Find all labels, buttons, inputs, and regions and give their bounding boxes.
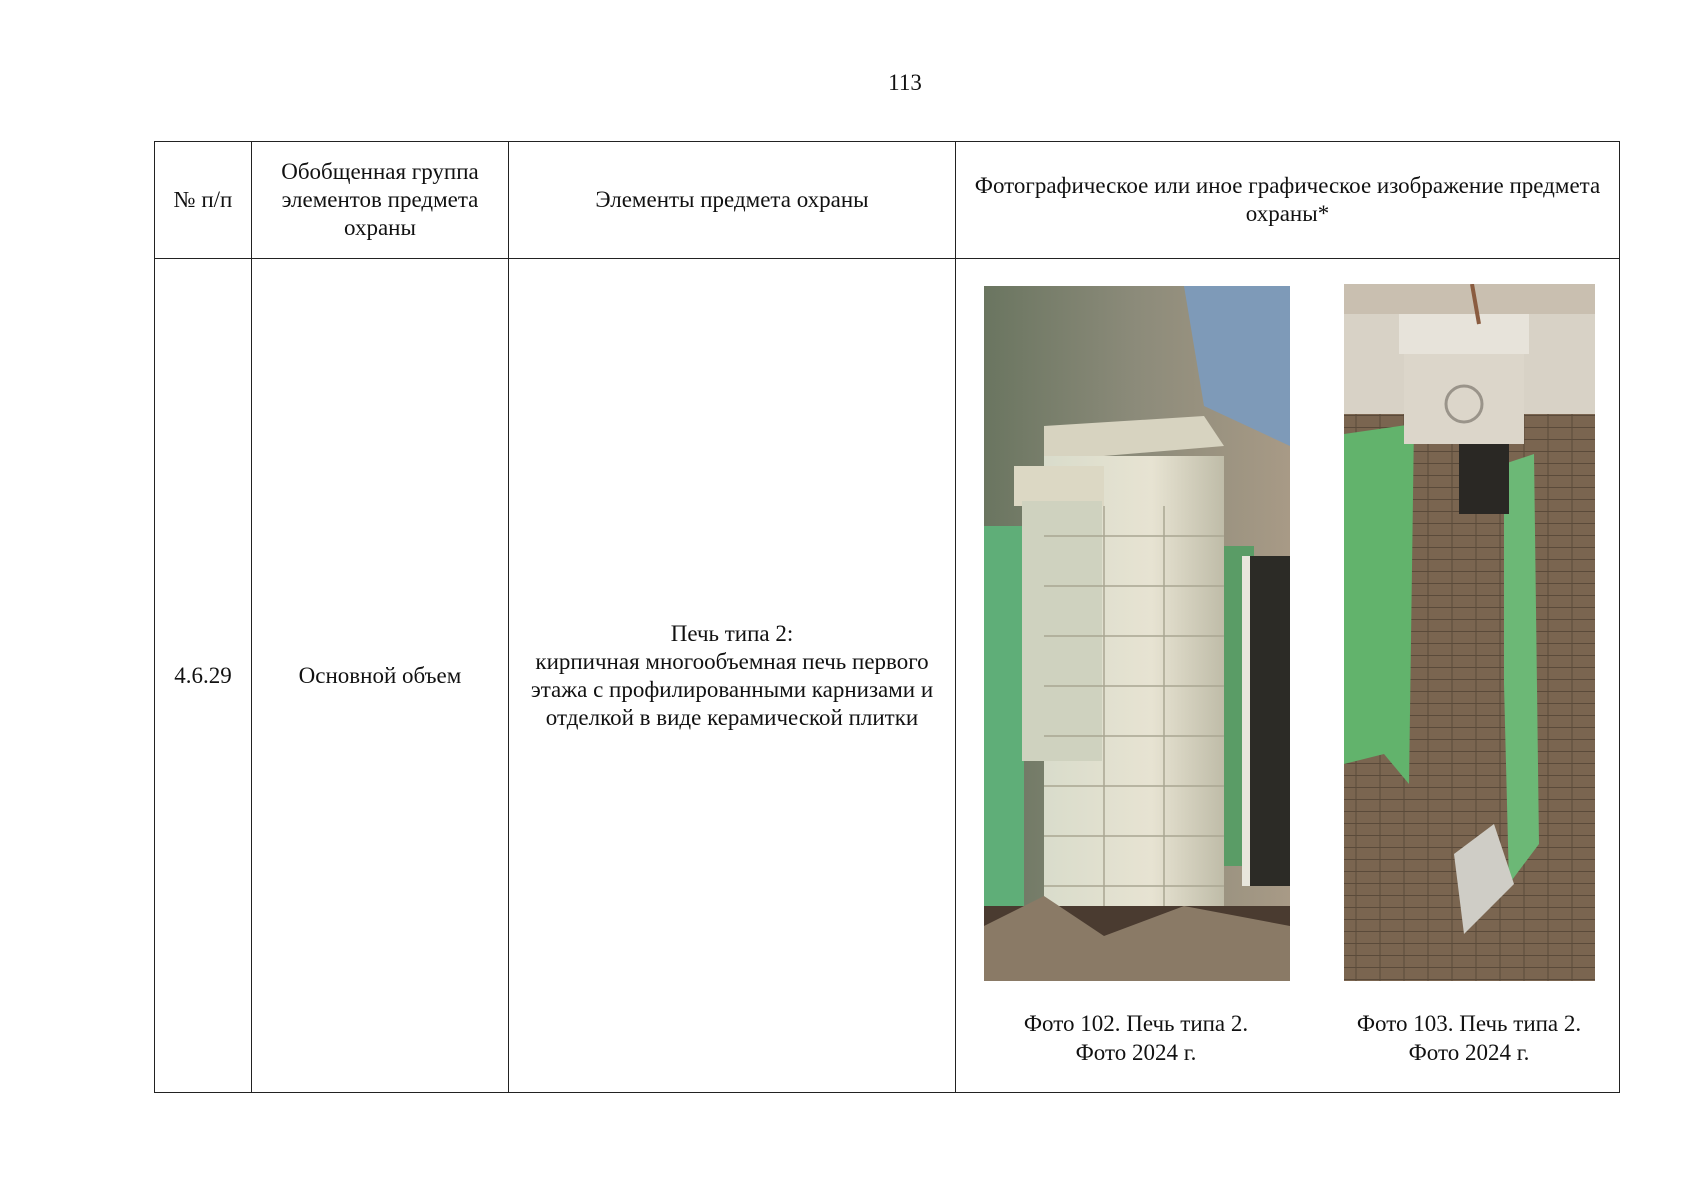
element-description: кирпичная многообъемная печь первого этажа с профилированными карнизами и отделкой в виде керамической плитки [530,648,934,730]
photo-103-caption-line1: Фото 103. Печь типа 2. [1356,1011,1582,1036]
header-elements: Элементы предмета охраны [509,142,956,259]
photo-103-image [1344,284,1595,981]
row-num: 4.6.29 [155,259,252,1093]
header-group: Обобщенная группа элементов предмета охраны [252,142,509,259]
photo-102-caption-line1: Фото 102. Печь типа 2. [1023,1011,1249,1036]
photo-103-caption-line2: Фото 2024 г. [1408,1040,1530,1065]
photo-102-image [984,286,1290,981]
row-elements [509,259,956,1093]
header-num: № п/п [155,142,252,259]
row-images [956,259,1620,1093]
table-header-row [155,142,1620,259]
photo-102-caption [996,1009,1276,1067]
protection-table [154,141,1620,1093]
page-number: 113 [888,70,922,95]
header-image: Фотографическое или иное графическое изображение предмета охраны* [956,142,1620,259]
element-title: Печь типа 2: [670,620,794,646]
photo-102-caption-line2: Фото 2024 г. [1075,1040,1197,1065]
table-row [155,259,1620,1093]
row-group: Основной объем [252,259,509,1093]
photo-103-caption [1329,1009,1609,1067]
